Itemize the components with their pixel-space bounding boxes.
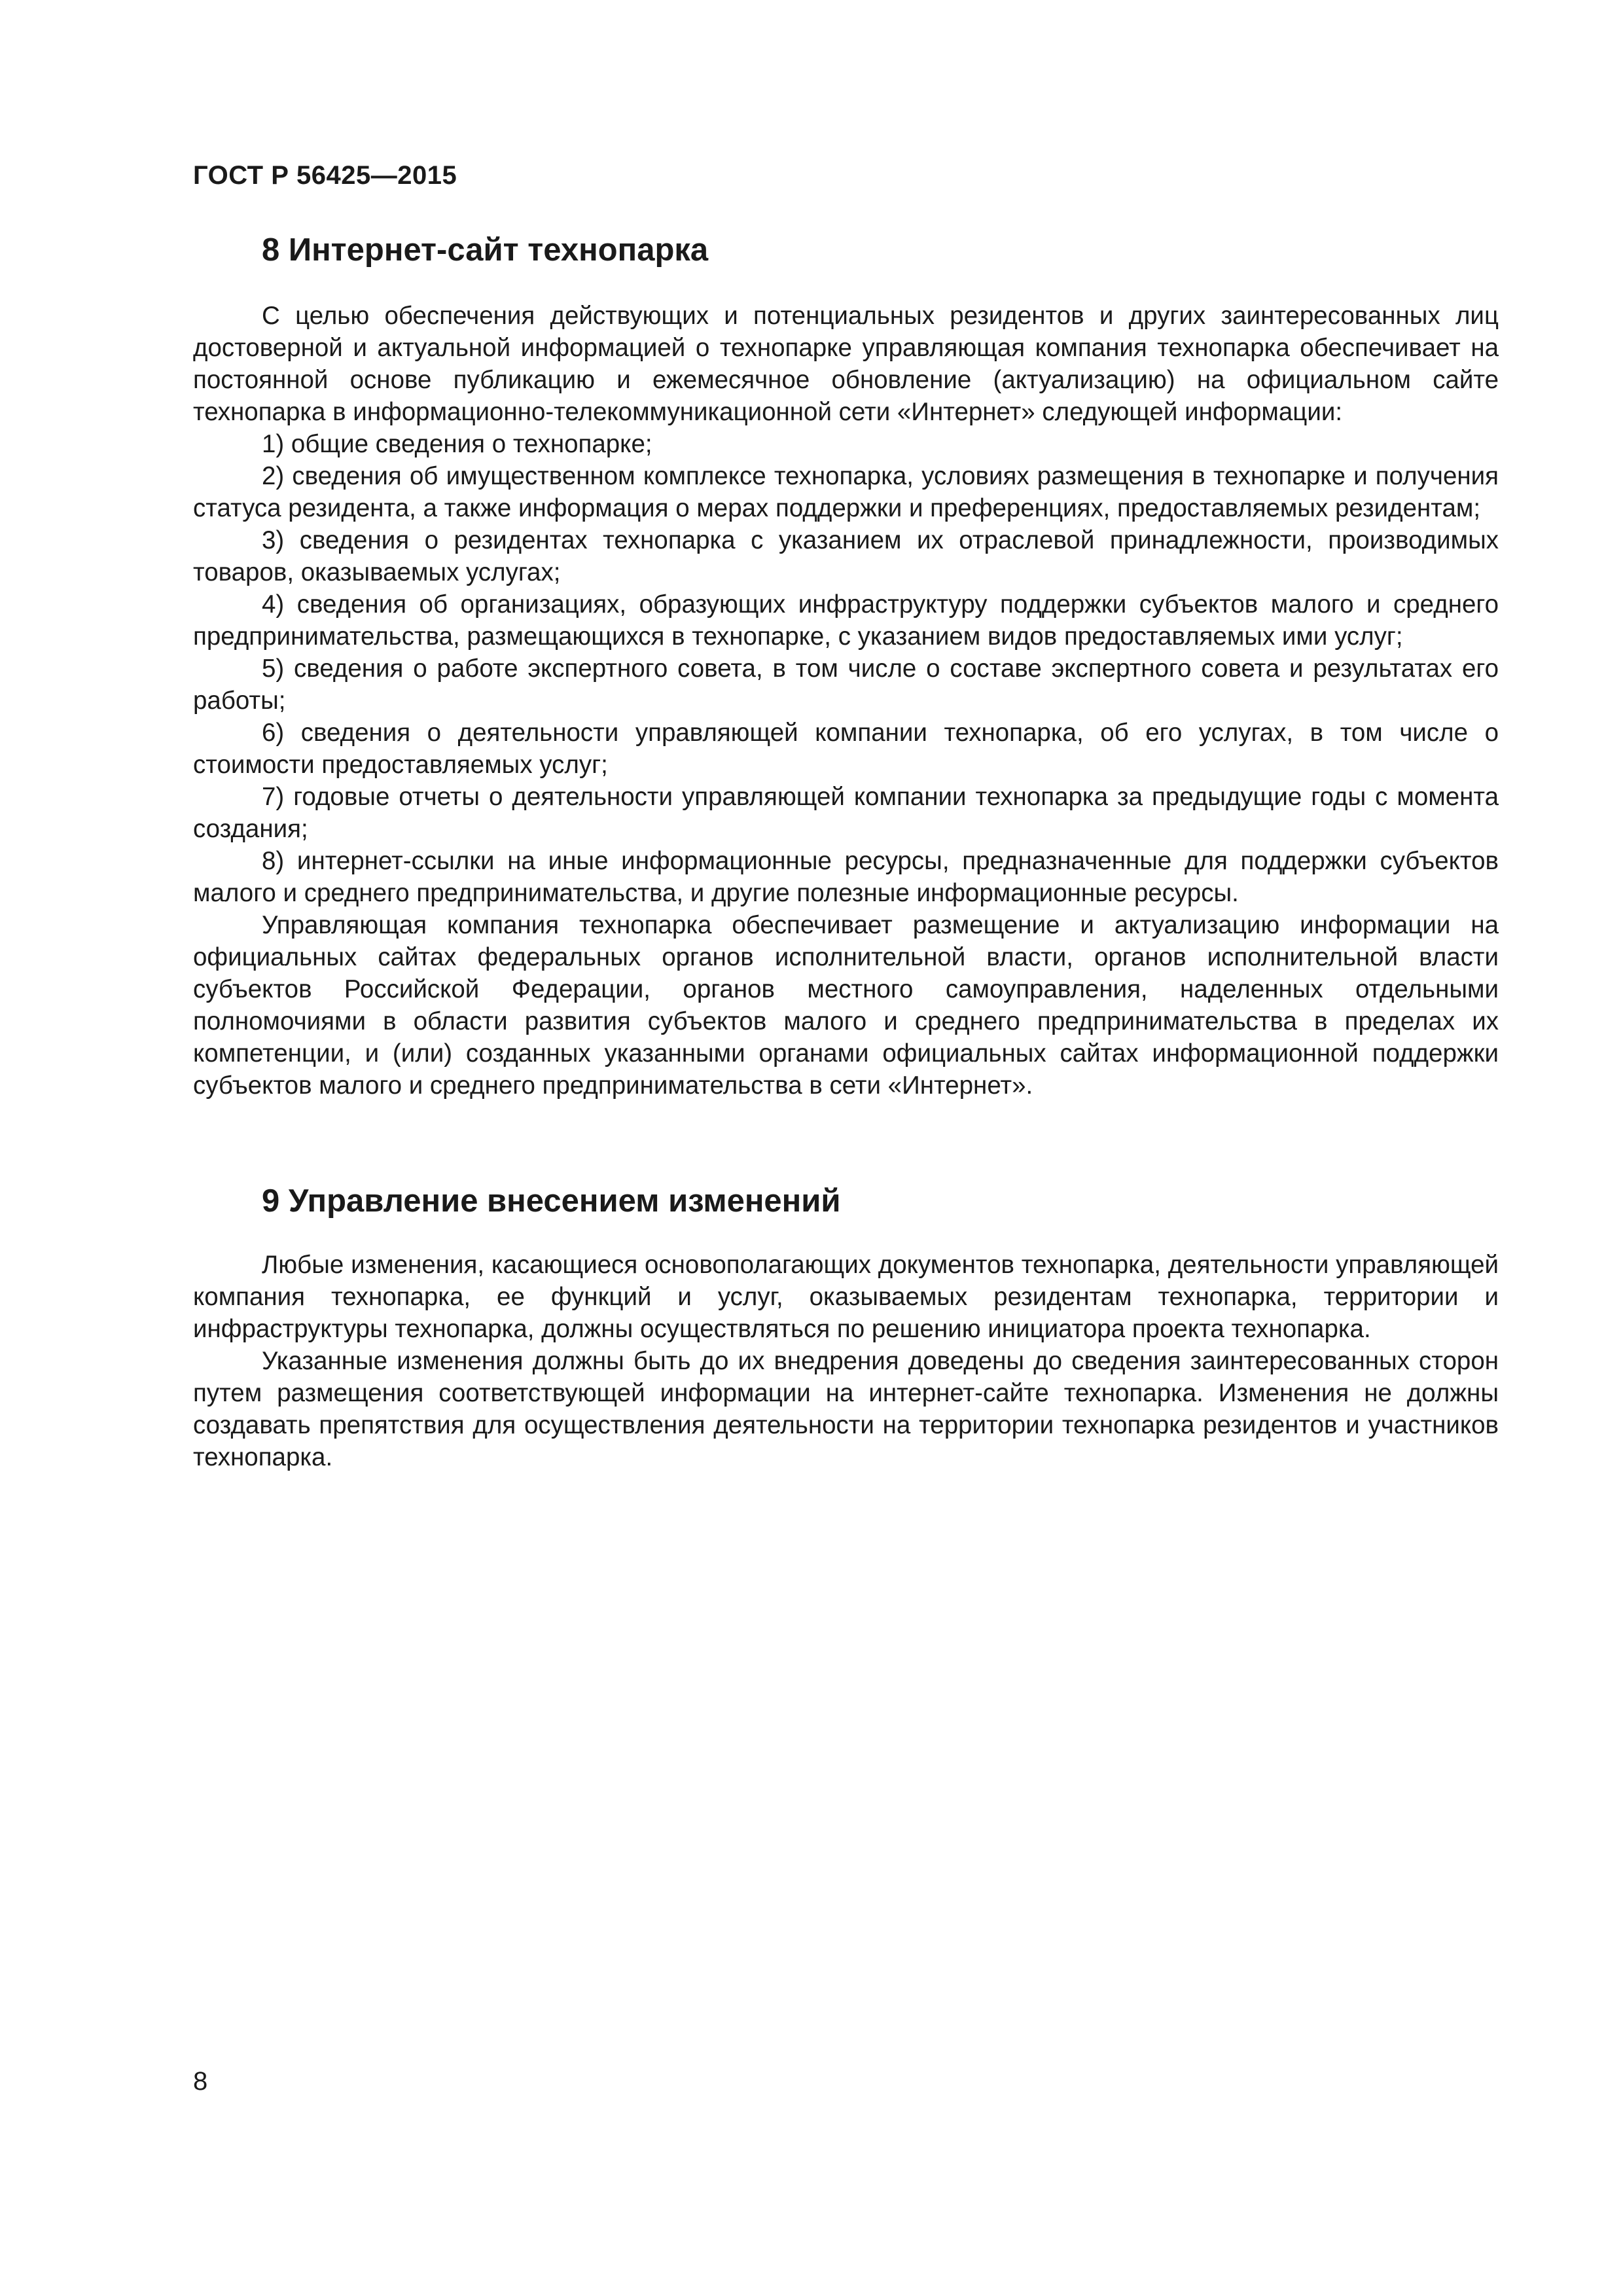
section-8-closing: Управляющая компания технопарка обеспечивает размещение и актуализацию информации на официальных сайтах федеральных органов исполнительной власти, органов исполнительной власти субъектов Российской Федерации, органов местного самоуправления, наделенных отдельными полномочиями в области развития субъектов малого и среднего предпринимательства в пределах их компетенции, и (или) созданных указанными органами официальных сайтах информационной поддержки субъектов малого и среднего предпринимательства в сети «Интернет». <box>193 911 1499 1100</box>
list-item: 8) интернет-ссылки на иные информационные ресурсы, предназначенные для поддержки субъектов малого и среднего предпринимательства, и другие полезные информационные ресурсы. <box>193 847 1499 907</box>
list-item: 1) общие сведения о технопарке; <box>262 430 652 458</box>
section-8-body <box>193 300 1499 1102</box>
list-item: 6) сведения о деятельности управляющей компании технопарка, об его услугах, в том числе о стоимости предоставляемых услуг; <box>193 719 1499 779</box>
list-item: 7) годовые отчеты о деятельности управляющей компании технопарка за предыдущие годы с момента создания; <box>193 783 1499 843</box>
section-9-body <box>193 1249 1499 1473</box>
section-8-title: 8 Интернет-сайт технопарка <box>262 232 709 268</box>
list-item: 5) сведения о работе экспертного совета, в том числе о составе экспертного совета и результатах его работы; <box>193 655 1499 715</box>
section-9-paragraph: Указанные изменения должны быть до их внедрения доведены до сведения заинтересованных сторон путем размещения соответствующей информации на интернет-сайте технопарка. Изменения не должны создавать препятствия для осуществления деятельности на территории технопарка резидентов и участников технопарка. <box>193 1347 1499 1471</box>
page-number: 8 <box>193 2067 208 2096</box>
list-item: 2) сведения об имущественном комплексе технопарка, условиях размещения в технопарке и получения статуса резидента, а также информация о мерах поддержки и преференциях, предоставляемых резидентам; <box>193 462 1499 522</box>
section-9-title: 9 Управление внесением изменений <box>262 1183 841 1219</box>
section-8-intro: С целью обеспечения действующих и потенциальных резидентов и других заинтересованных лиц достоверной и актуальной информацией о технопарке управляющая компания технопарка обеспечивает на постоянной основе публикацию и ежемесячное обновление (актуализацию) на официальном сайте технопарка в информационно-телекоммуникационной сети «Интернет» следующей информации: <box>193 302 1499 426</box>
list-item: 4) сведения об организациях, образующих инфраструктуру поддержки субъектов малого и среднего предпринимательства, размещающихся в технопарке, с указанием видов предоставляемых ими услуг; <box>193 590 1499 651</box>
document-header: ГОСТ Р 56425—2015 <box>193 161 457 190</box>
list-item: 3) сведения о резидентах технопарка с указанием их отраслевой принадлежности, производимых товаров, оказываемых услугах; <box>193 526 1499 586</box>
section-9-paragraph: Любые изменения, касающиеся основополагающих документов технопарка, деятельности управляющей компания технопарка, ее функций и услуг, оказываемых резидентам технопарка, территории и инфраструктуры технопарка, должны осуществляться по решению инициатора проекта технопарка. <box>193 1251 1499 1343</box>
